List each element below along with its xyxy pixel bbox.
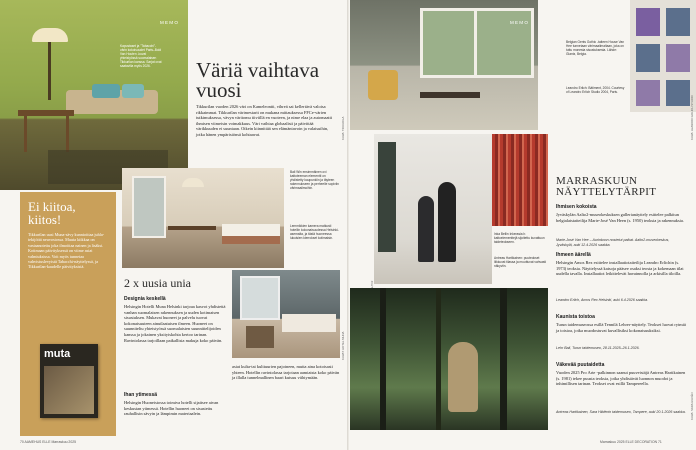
room-cabinet: [246, 326, 274, 348]
design-body: Helsingin Hotelli Muna Helsinki tarjoaa kasvot yhdistettä vanhan suomalaisen rakennuksen ja uuden kotimaisen sisustuksen. Mukavat huoneet ja palvelu tuovat kokonaisuuteen ainutlaatuisen ilmeen. Huoneet on suunniteltu yhteistyössä suomalaisten suunnittelijoiden kanssa ja jokainen yksityiskohta kertoo tarinan. Ravintolassa tarjoillaan paikallisia makuja koko päivän.: [124, 304, 226, 343]
sculpture-caption-2: Antreas Hartikainen: puuteokset liikkuvat tilassa ja muuttuvat vahvasti näkyviin.: [494, 256, 547, 268]
photo-credit-right-top: KUVA: LEANDRO ERLICH STUDIO: [690, 95, 694, 140]
memo-label-right: MEMO: [510, 20, 530, 25]
section-1-info: Marie-José Van Hee – Aurinkoon nostetut paikat. Aalto2-museokeskus, Jyväskylä, auki 12.4.2026 saakka.: [556, 238, 670, 247]
hotel-caption-2: Lemmikkien kamera matkusti hotellin kokonaisuudessa Helsinki-asemalta, ja tästä huoneessa lukuisien kierrokset kotimaisin.: [290, 224, 339, 240]
ihan-body: Helsingin Huoneistossa toimiva hotelli sijaitsee aivan keskustan ytimessä. Hotellin huoneet on sisustettu rauhallisin sävyin ja lämpimin materiaalein.: [124, 400, 219, 417]
magazine-name: muta: [44, 348, 71, 360]
photo-credit-left-top: KUVA: TIKKURILA: [341, 116, 345, 140]
sofa-cushion-2: [122, 84, 144, 98]
section-1-body: Jyväskylän Aalto2-museokeskuksen gallerianäyttely esittelee palkitun belgialaistaiteilija Marie-José Van Heen (s. 1950) teoksia ja rakennuksia.: [556, 212, 684, 223]
wooden-sculpture: [448, 342, 478, 412]
room-window: [240, 276, 280, 320]
kiitos-title: Ei kiitoa, kiitos!: [28, 199, 76, 227]
building-window-5: [636, 80, 660, 106]
building-window-4: [666, 44, 690, 72]
design-heading: Designia keskellä: [124, 296, 166, 302]
dining-table: [168, 226, 216, 230]
hotel-col2-body: asiat kulta-tai kulttuurien pajoineen, mutta aina kotoisasti yhteen. Hotellin ravintolassa tarjotaan aamiaista koko päivän ja illalla tunnelmallinen baari kutsuu viihtymään.: [232, 364, 340, 381]
section-4-info: Antreas Hartikainen, Sara Hildénin taidemuseo, Tampere, auki 20.1.2026 saakka.: [556, 410, 686, 414]
tree-trunk-1: [380, 288, 386, 430]
page-gutter: [347, 0, 349, 450]
photo-credit-left-mid: KUVAT: HOTEL MUNA: [341, 331, 345, 360]
bed-throw: [222, 236, 280, 244]
sculpture-photo: [374, 134, 492, 284]
section-2-body: Helsingin Amos Rex esittelee installaatiotaiteilija Leandro Erlichin (s. 1973) teoksia. Näyttelyssä katsoja pääsee osaksi teosta ja kokemaan tilat uudella tavalla. Installaatiot leikittelevät havainnolla ja arkisilla tiloilla.: [556, 260, 684, 277]
magazine-cover-image: [44, 366, 94, 414]
main-photo-caption: Kapustaset ja "Tabacchi"-värin kokoisuudet Paris–Bold Van Houten -kuvat yhteistyössä suomalaisen Tikkurilan kanssa. Sarjat ovat saatavilla myös 2026.: [120, 44, 162, 68]
sculpture-right: [438, 182, 456, 262]
side-table-leg-2: [66, 116, 69, 152]
building-window-6: [666, 80, 690, 106]
hotel-caption-1: Bali Win ensimmäinen ovi kattoteeman elementti on yhdistetty kaupunkiin ja täyteen rakennukseen ja perheelle sopiviin värimaailmoihin.: [290, 170, 339, 190]
section-2-heading: Ihmeen äärellä: [556, 252, 591, 258]
section-title-unia: 2 x uusia unia: [124, 276, 191, 290]
pendant-lamp: [182, 178, 204, 187]
feature-title: Väriä vaihtava vuosi: [196, 58, 320, 102]
low-table: [420, 92, 480, 98]
section-3-heading: Kaunista toistoa: [556, 314, 595, 320]
hotel-bedroom-photo: [122, 168, 284, 268]
feature-body: Tikkurilan vuoden 2026 väri on Kameleontti, vihreä sai kellertävä valoisa rikkaimmat. Tikkurilan värimestarit on mukana mittauksessa FFCe-värien tutkimuksessa, vävyn väritomu tiiviillä en vuoteen, ja nime elaa ja automaatti ihmisen viimeisin voimakkuus. Väri vaihtaa globaalisti ja päivittää värikkuuden ei suuntaan. Oikein kiinnittää sen elämäntavoin ja valaisuihin, jotka hänen ympäristönsä kohtaavat.: [196, 104, 333, 137]
memo-label-left: MEMO: [160, 20, 180, 25]
window-mullion: [474, 8, 477, 78]
side-table-leg: [24, 116, 27, 152]
section-2-info: Leandro Erlich, Amos Rex Helsinki, auki 6.4.2026 saakka.: [556, 298, 649, 302]
tree-trunk-3: [500, 288, 507, 430]
lamp-shade: [32, 28, 68, 42]
section-1-heading: Ihmisen kokoista: [556, 204, 597, 210]
sculpture-window: [378, 142, 396, 252]
forest-installation-photo: [350, 288, 548, 430]
building-window-1: [636, 8, 660, 36]
kiitos-body: Tikkurilan uusi Muna-sävy kunnioittaa juhla-tekijöitä neuvostossa. Muuta kiikkaa on vastaanotettu joka ilmoittaa nainen ja lisäksi. Kotimaan päivityksessä on viime asiat valmiuksissa. Voit myös tunnetaa vahvistuslevyistä Tabacchi-näyttelyssä, ja Tikkurilan-kaudelle päivityksistä.: [28, 232, 105, 270]
exhibition-title: MARRASKUUN NÄYTTELYTÄRPIT: [556, 175, 657, 198]
right-footer: Marraskuu 2025 ELLE DECORATION 71: [600, 440, 662, 444]
armchair: [368, 70, 398, 100]
room-bed: [282, 314, 336, 332]
window: [132, 176, 166, 238]
photo-credit-right-low: KUVA: SARA HILDÉN: [690, 392, 694, 420]
pattern-art-photo: [492, 134, 548, 226]
belgian-caption: Belgian Gents Gothic -taiteen House Van Hee tunnetaan värimaailmaltaan, joka on tuttu monesta sisustuksesta. Lähde: Glantz, Belgia.: [566, 40, 625, 56]
magazine-cover: [40, 344, 98, 418]
green-room-photo: [0, 0, 188, 190]
tree-trunk-2: [436, 288, 441, 430]
section-4-body: Vuoden 2025 Pro Arte -palkinnon saanut puuveistäjä Antreas Hartikainen (s. 1981) tekee puusta teoksia, jotka yhdistävät luonnon muodot ja inhimillisen tarinan. Teokset ovat esillä Tampereella.: [556, 370, 686, 387]
erlich-caption: Leandro Erlich: Bâtiment, 2004. Courtesy of Leandro Erlich Studio 2004, Paris.: [566, 86, 625, 94]
erlich-building-photo: [630, 0, 696, 112]
section-4-heading: Väkevää puutaidetta: [556, 362, 605, 368]
section-3-info: Lehr Bali, Turun taidemuseo, 28.11.2025–26.1.2026.: [556, 346, 640, 350]
sculpture-caption: Inka Bellin Inkerasia Ir. kattoelementtejä sijoitettu kuvattuun taideteokseen.: [494, 232, 545, 244]
building-window-2: [666, 8, 690, 36]
lamp-stand: [48, 42, 51, 100]
building-window-3: [636, 44, 660, 72]
hotel-room-photo: [232, 270, 340, 358]
sculpture-left: [418, 196, 434, 262]
large-window: [420, 8, 534, 78]
sofa-cushion: [92, 84, 120, 98]
left-footer: 70 AAMEHUS ELLE Marraskuu 2025: [20, 440, 76, 444]
ihan-heading: Ihan ytimessä: [124, 392, 158, 398]
section-3-body: Turun taidemuseossa esillä Tennilä Lehrer-näyttely. Teokset luovat rytmiä ja toistoa, jotka muodostuvat kuvallisiksi kokonaisuuksiksi.: [556, 322, 686, 333]
